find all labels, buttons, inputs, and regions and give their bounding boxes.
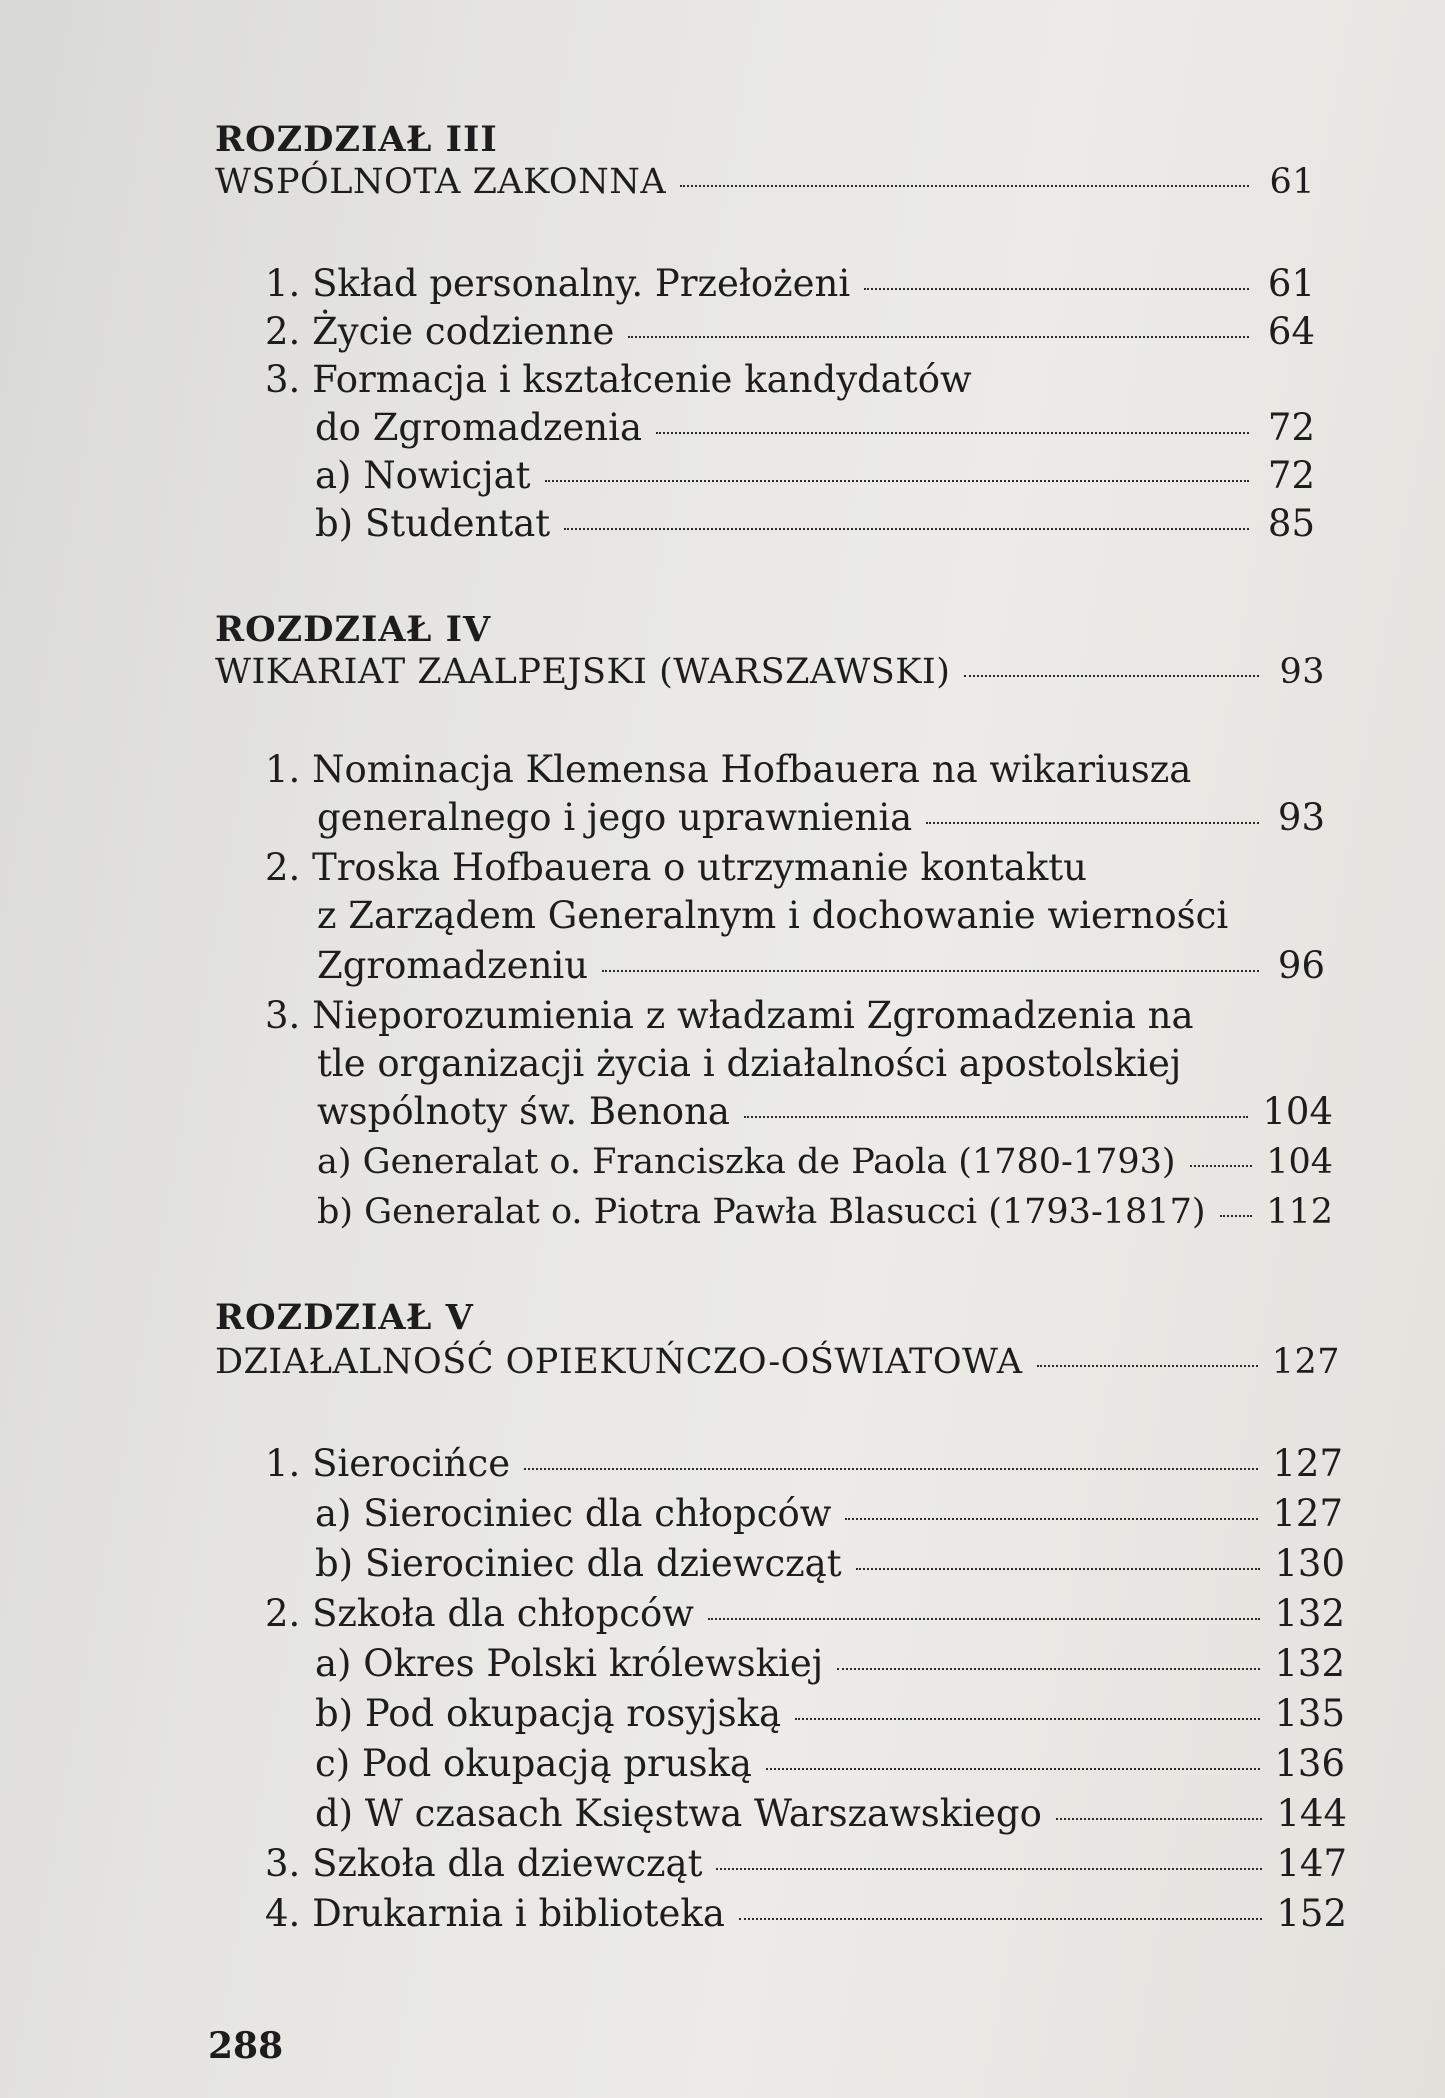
leader-dots (856, 1568, 1261, 1570)
leader-dots (524, 1468, 1258, 1470)
leader-dots (795, 1718, 1260, 1720)
toc-entry (317, 1090, 1333, 1134)
page-ref: 132 (1274, 1642, 1345, 1685)
entry-text: do Zgromadzenia (315, 406, 643, 449)
toc-entry (265, 1442, 1343, 1486)
leader-dots (864, 288, 1249, 290)
page-number: 288 (208, 2025, 284, 2067)
entry-text: b) Sierociniec dla dziewcząt (315, 1542, 842, 1585)
chapter-4-title-line (215, 650, 1325, 694)
leader-dots (845, 1518, 1258, 1520)
leader-dots (926, 822, 1259, 824)
entry-text: c) Pod okupacją pruską (315, 1742, 752, 1785)
page-ref: 127 (1271, 1342, 1340, 1382)
toc-entry (265, 358, 1315, 402)
entry-text: 2. Troska Hofbauera o utrzymanie kontaktu (265, 846, 1088, 889)
entry-text: 4. Drukarnia i biblioteka (265, 1892, 725, 1935)
entry-text: wspólnoty św. Benona (317, 1090, 730, 1133)
leader-dots (837, 1668, 1260, 1670)
leader-dots (964, 675, 1259, 677)
toc-entry (315, 454, 1315, 498)
page-ref: 112 (1266, 1192, 1333, 1232)
toc-entry (315, 1792, 1347, 1836)
leader-dots (1037, 1365, 1258, 1367)
entry-text: b) Studentat (315, 502, 551, 545)
leader-dots (1056, 1818, 1262, 1820)
entry-text: generalnego i jego uprawnienia (317, 796, 913, 839)
entry-text: 1. Sierocińce (265, 1442, 511, 1485)
toc-entry (317, 796, 1325, 840)
leader-dots (545, 480, 1249, 482)
entry-text: a) Sierociniec dla chłopców (315, 1492, 832, 1535)
toc-entry (265, 1842, 1347, 1886)
entry-text: 1. Nominacja Klemensa Hofbauera na wikariusza (265, 748, 1192, 791)
entry-text: a) Nowicjat (315, 454, 531, 497)
page-ref: 93 (1279, 652, 1325, 692)
toc-entry (315, 502, 1315, 546)
toc-entry (317, 944, 1325, 988)
page-ref: 61 (1267, 262, 1315, 305)
page-ref: 144 (1276, 1792, 1347, 1835)
page-ref: 130 (1274, 1542, 1345, 1585)
page-ref: 96 (1277, 944, 1325, 987)
leader-dots (656, 432, 1249, 434)
entry-text: 2. Szkoła dla chłopców (265, 1592, 694, 1635)
chapter-4-heading: ROZDZIAŁ IV (215, 609, 492, 650)
page-ref: 147 (1276, 1842, 1347, 1885)
entry-text: a) Generalat o. Franciszka de Paola (1780-1793) (317, 1142, 1176, 1182)
leader-dots (1190, 1165, 1253, 1167)
chapter-3-title: WSPÓLNOTA ZAKONNA (215, 162, 667, 202)
entry-text: 3. Formacja i kształcenie kandydatów (265, 358, 972, 401)
leader-dots (564, 528, 1249, 530)
page-ref: 104 (1266, 1142, 1333, 1182)
page-ref: 152 (1276, 1892, 1347, 1935)
entry-text: b) Generalat o. Piotra Pawła Blasucci (1793-1817) (317, 1192, 1206, 1232)
leader-dots (739, 1918, 1262, 1920)
toc-entry (317, 894, 1325, 938)
toc-entry (265, 748, 1325, 792)
page-ref: 72 (1267, 454, 1315, 497)
entry-text: 1. Skład personalny. Przełożeni (265, 262, 851, 305)
page-ref: 93 (1277, 796, 1325, 839)
leader-dots (766, 1768, 1260, 1770)
entry-text: d) W czasach Księstwa Warszawskiego (315, 1792, 1042, 1835)
page-ref: 136 (1274, 1742, 1345, 1785)
toc-entry (265, 262, 1315, 306)
entry-text: Zgromadzeniu (317, 944, 589, 987)
page-ref: 135 (1274, 1692, 1345, 1735)
toc-entry (315, 1692, 1345, 1736)
leader-dots (628, 336, 1249, 338)
chapter-3-title-line (215, 160, 1315, 204)
chapter-3-heading: ROZDZIAŁ III (215, 119, 498, 160)
leader-dots (716, 1868, 1262, 1870)
toc-entry (315, 406, 1315, 450)
chapter-5-title-line (215, 1340, 1340, 1384)
chapter-5-heading: ROZDZIAŁ V (215, 1297, 474, 1338)
entry-text: 3. Nieporozumienia z władzami Zgromadzenia na (265, 994, 1194, 1037)
leader-dots (680, 185, 1249, 187)
page-ref: 127 (1272, 1492, 1343, 1535)
page-ref: 104 (1262, 1090, 1333, 1133)
entry-text: tle organizacji życia i działalności apostolskiej (317, 1042, 1182, 1085)
entry-text: z Zarządem Generalnym i dochowanie wierności (317, 894, 1229, 937)
leader-dots (602, 970, 1259, 972)
toc-entry (315, 1492, 1343, 1536)
toc-entry (265, 994, 1333, 1038)
leader-dots (708, 1618, 1260, 1620)
toc-entry (317, 1042, 1333, 1086)
toc-entry (317, 1190, 1333, 1234)
toc-entry (265, 310, 1315, 354)
toc-entry (315, 1642, 1345, 1686)
toc-entry (315, 1542, 1345, 1586)
toc-entry (315, 1742, 1345, 1786)
leader-dots (1220, 1215, 1253, 1217)
page-ref: 85 (1267, 502, 1315, 545)
chapter-5-title: DZIAŁALNOŚĆ OPIEKUŃCZO-OŚWIATOWA (215, 1342, 1023, 1382)
page-ref: 64 (1267, 310, 1315, 353)
page-ref: 61 (1269, 162, 1315, 202)
page-ref: 132 (1274, 1592, 1345, 1635)
toc-entry (265, 1592, 1345, 1636)
toc-entry (317, 1140, 1333, 1184)
entry-text: a) Okres Polski królewskiej (315, 1642, 824, 1685)
entry-text: b) Pod okupacją rosyjską (315, 1692, 782, 1735)
page-ref: 127 (1272, 1442, 1343, 1485)
entry-text: 2. Życie codzienne (265, 310, 615, 353)
toc-entry (265, 1892, 1347, 1936)
leader-dots (744, 1116, 1248, 1118)
page-ref: 72 (1267, 406, 1315, 449)
chapter-4-title: WIKARIAT ZAALPEJSKI (WARSZAWSKI) (215, 652, 951, 692)
entry-text: 3. Szkoła dla dziewcząt (265, 1842, 703, 1885)
toc-entry (265, 846, 1325, 890)
